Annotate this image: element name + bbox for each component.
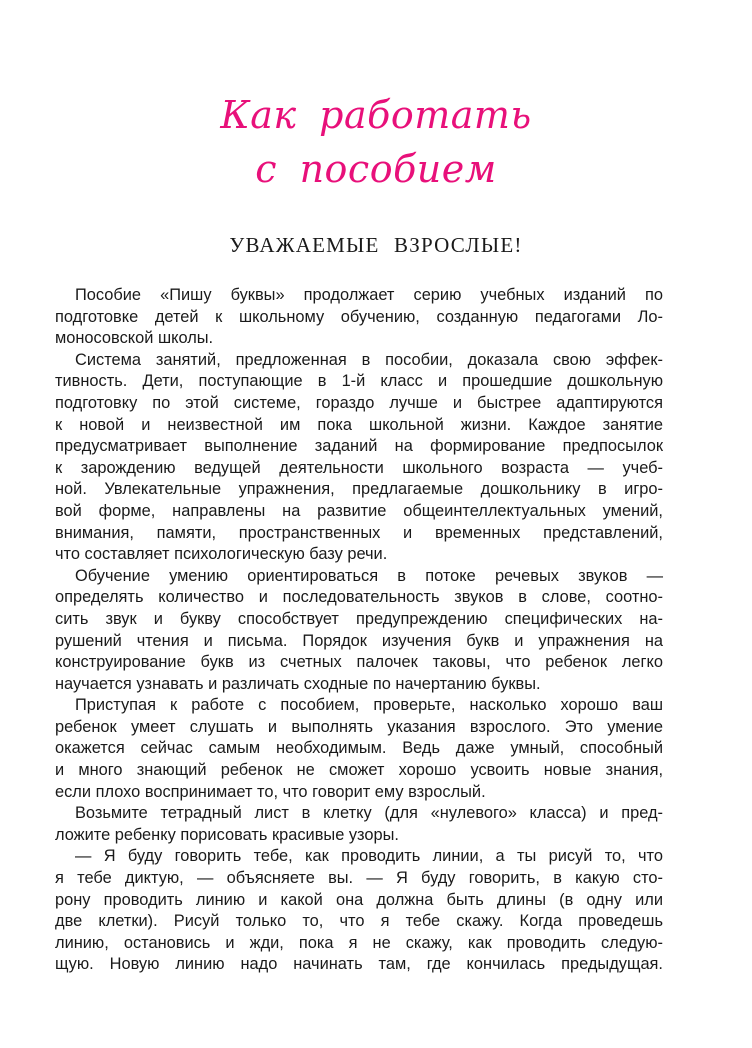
text-line: и много знающий ребенок не сможет хорошо усвоить новые знания,	[55, 761, 663, 780]
text-line: к новой и неизвестной им пока школьной жизни. Каждое занятие	[55, 415, 663, 434]
text-line: предусматривает выполнение заданий на формирование предпосылок	[55, 437, 663, 456]
text-line: Пособие «Пишу буквы» продолжает серию учебных изданий по	[75, 286, 663, 304]
text-line: подготовку по этой системе, гораздо лучше и быстрее адаптируются	[55, 393, 663, 412]
text-line: рону проводить линию и какой она должна быть длины (в одну или	[55, 890, 663, 909]
text-line: Возьмите тетрадный лист в клетку (для «нулевого» класса) и пред-	[75, 804, 663, 823]
text-line: моносовской школы.	[55, 329, 214, 348]
text-line: Система занятий, предложенная в пособии, доказала свою эффек-	[75, 350, 663, 369]
paragraph-4	[55, 695, 663, 803]
text-line: щую. Новую линию надо начинать там, где кончилась предыдущая.	[55, 955, 663, 974]
text-line: сить звук и букву способствует предупреждению специфических на-	[55, 609, 663, 628]
text-line: тивность. Дети, поступающие в 1-й класс и прошедшие дошкольную	[55, 372, 663, 391]
text-line: конструирование букв из счетных палочек таковы, что ребенок легко	[55, 653, 663, 672]
text-line: окажется сейчас самым необходимым. Ведь даже умный, способный	[55, 739, 663, 758]
text-line: научается узнавать и различать сходные по начертанию буквы.	[55, 674, 541, 693]
text-line: вой форме, направлены на развитие общеинтеллектуальных умений,	[55, 501, 663, 520]
paragraph-6	[55, 846, 663, 976]
paragraph-3	[55, 566, 663, 696]
text-line: ной. Увлекательные упражнения, предлагаемые дошкольнику в игро-	[55, 480, 663, 499]
text-line: две клетки). Рисуй только то, что я тебе скажу. Когда проведешь	[55, 912, 663, 931]
text-line: что составляет психологическую базу речи.	[55, 545, 388, 564]
text-line: ложите ребенку порисовать красивые узоры.	[55, 825, 399, 844]
paragraph-5	[55, 803, 663, 846]
text-line: я тебе диктую, — объясняете вы. — Я буду говорить, в какую сто-	[55, 869, 663, 888]
paragraph-2	[55, 350, 663, 566]
section-heading: УВАЖАЕМЫЕ ВЗРОСЛЫЕ!	[229, 233, 523, 257]
page-title	[0, 88, 752, 196]
text-line: рушений чтения и письма. Порядок изучения букв и упражнения на	[55, 631, 663, 650]
text-line: Приступая к работе с пособием, проверьте, насколько хорошо ваш	[75, 696, 663, 715]
text-line: если плохо воспринимает то, что говорит ему взрослый.	[55, 782, 486, 801]
paragraph-1	[55, 285, 663, 350]
text-line: ребенок умеет слушать и выполнять указания взрослого. Это умение	[55, 717, 663, 736]
body-text	[55, 285, 663, 976]
text-line: линию, остановись и жди, пока я не скажу, как проводить следую-	[55, 933, 663, 952]
title-line-1: Как работать	[220, 93, 532, 137]
text-line: подготовке детей к школьному обучению, созданную педагогами Ло-	[55, 307, 663, 326]
text-line: к зарождению ведущей деятельности школьного возраста — учеб-	[55, 458, 663, 477]
text-line: внимания, памяти, пространственных и временных представлений,	[55, 523, 663, 542]
text-line: — Я буду говорить тебе, как проводить линии, а ты рисуй то, что	[75, 847, 663, 866]
text-line: определять количество и последовательность звуков в слове, соотно-	[55, 588, 663, 607]
text-line: Обучение умению ориентироваться в потоке речевых звуков —	[75, 566, 663, 585]
title-line-2: с пособием	[255, 147, 497, 191]
